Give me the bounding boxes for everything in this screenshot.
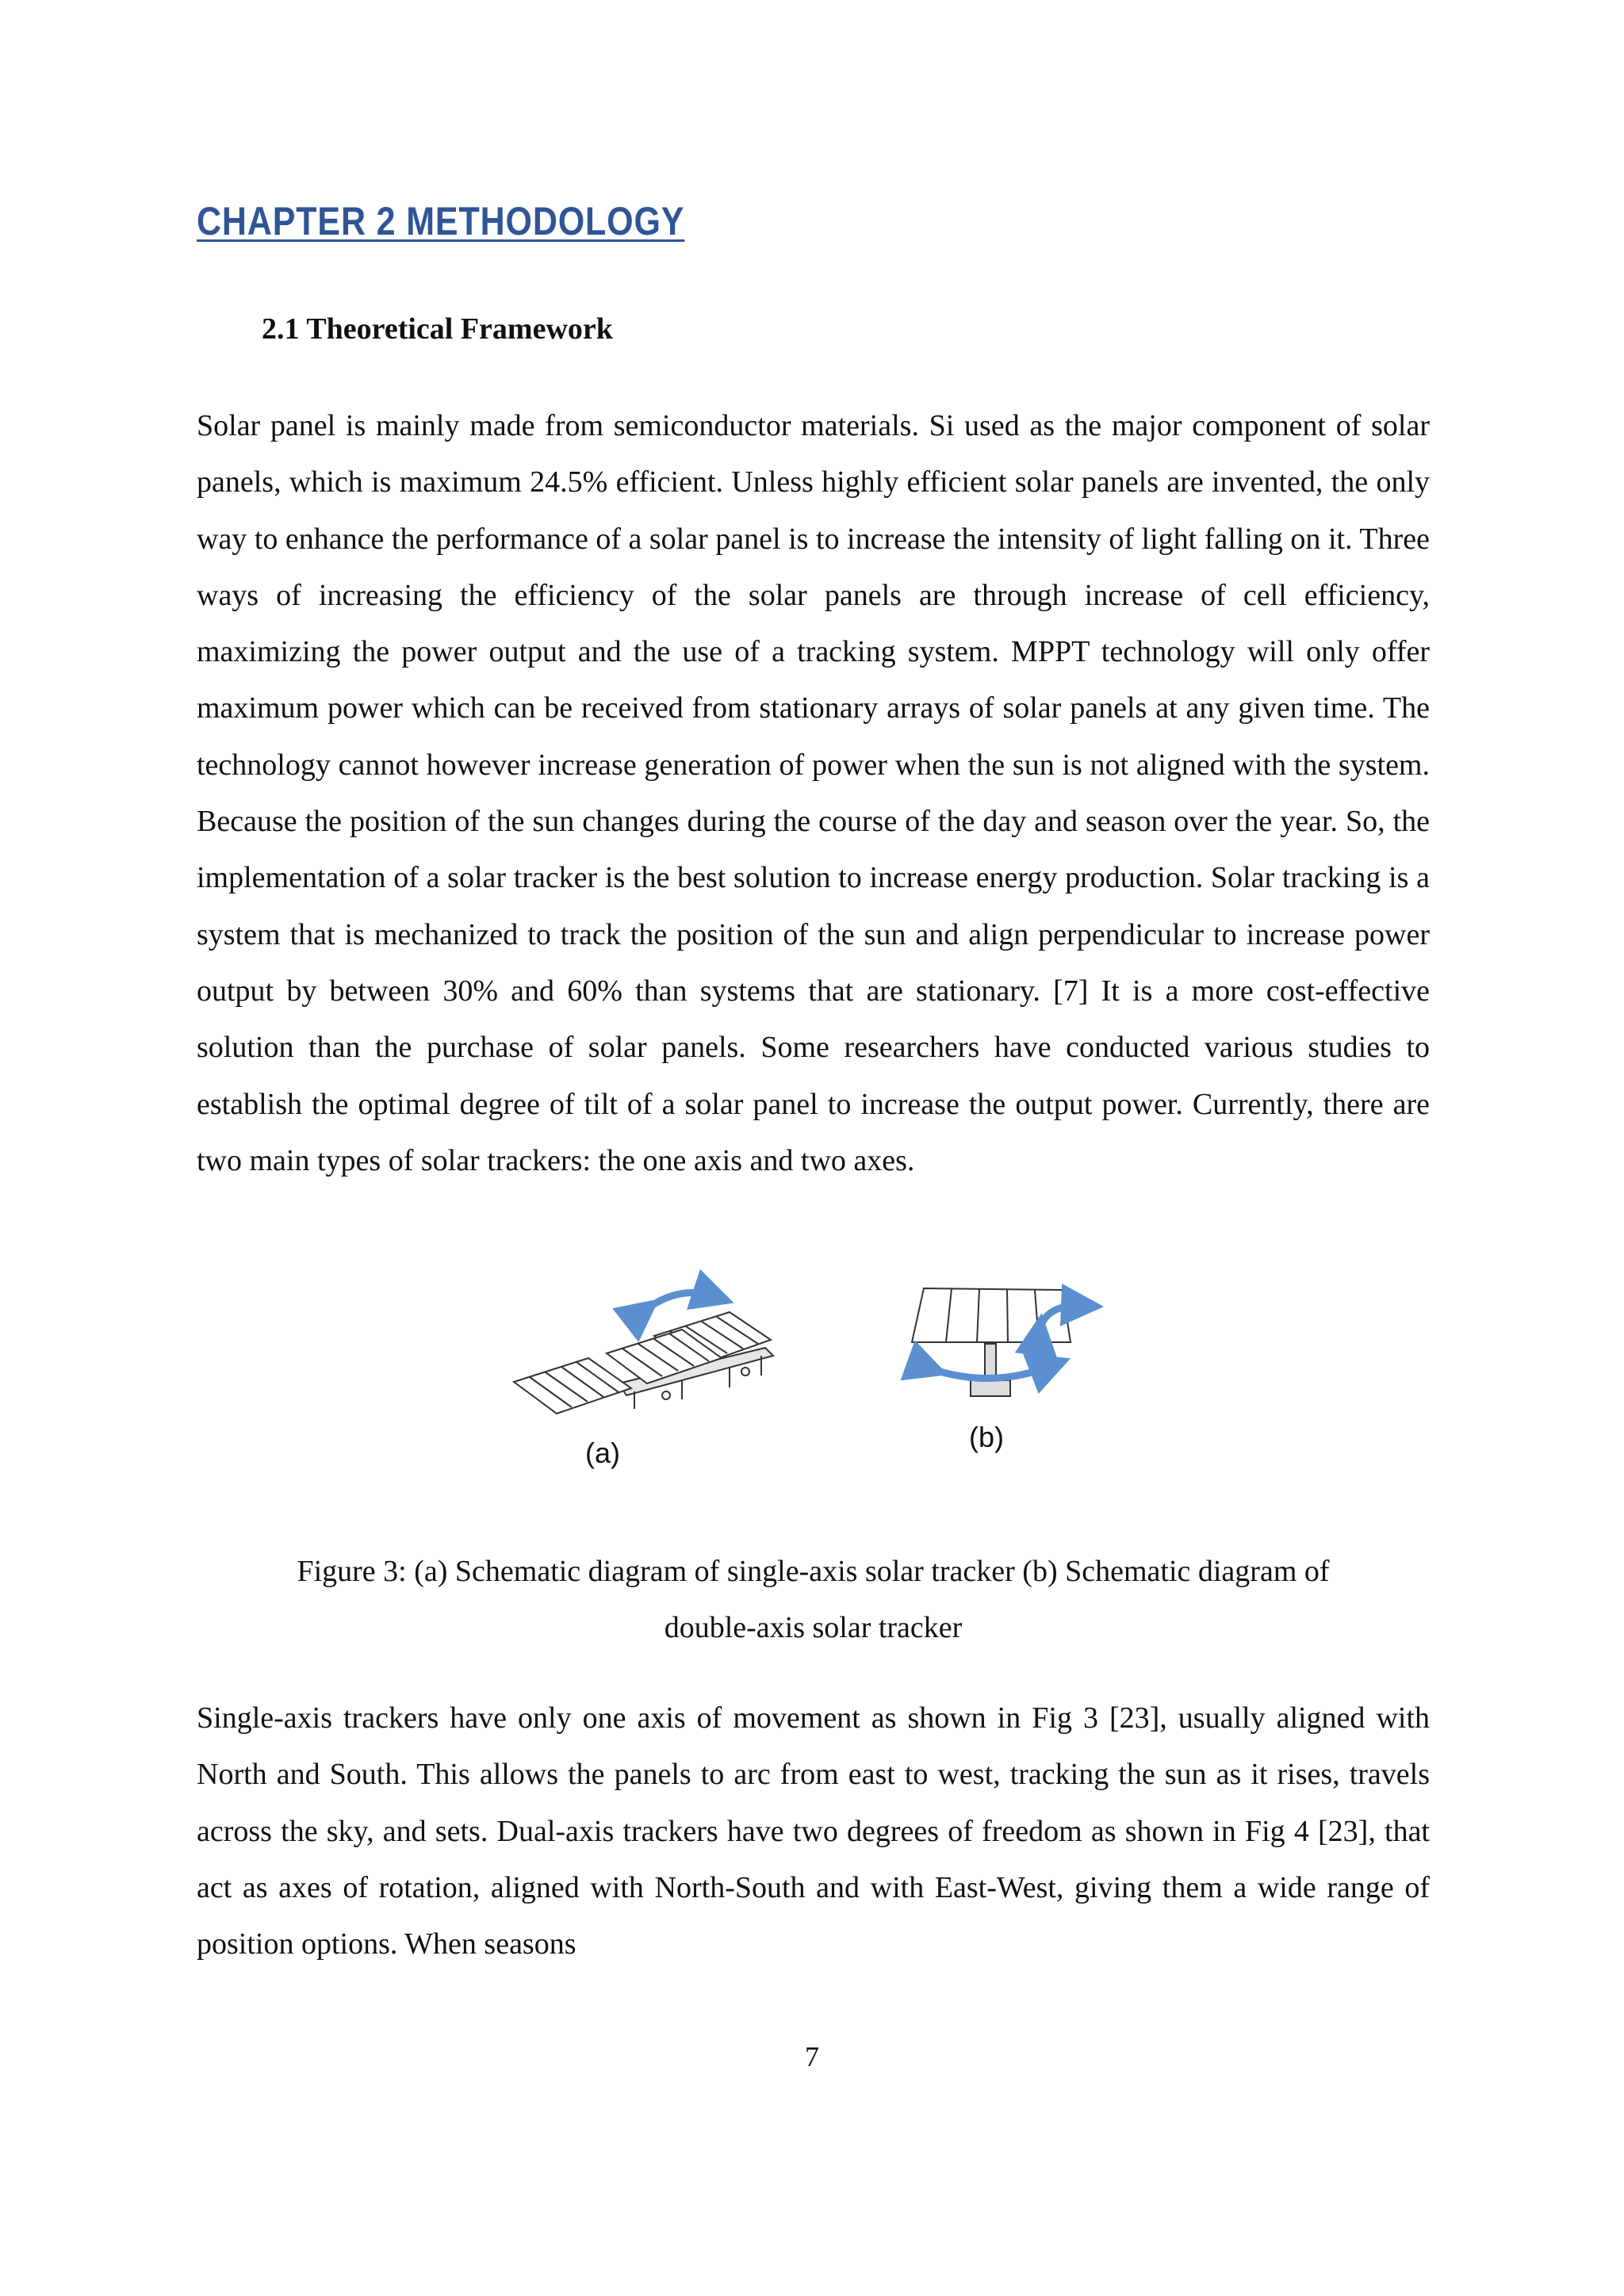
body-paragraph-1: Solar panel is mainly made from semiconductor materials. Si used as the major component of solar panels, which is maximum 24.5% efficient. Unless highly efficient solar panels are invented, the only way to enhance the performance of a solar panel is to increase the intensity of light falling on it. Three ways of increasing the efficiency of the solar panels are through increase of cell efficiency, maximizing the power output and the use of a tracking system. MPPT technology will only offer maximum power which can be received from stationary arrays of solar panels at any given time. The technology cannot however increase generation of power when the sun is not aligned with the system. Because the position of the sun changes during the course of the day and season over the year. So, the implementation of a solar tracker is the best solution to increase energy production. Solar tracking is a system that is mechanized to track the position of the sun and align perpendicular to increase power output by between 30% and 60% than systems that are stationary. [7] It is a more cost-effective solution than the purchase of solar panels. Some researchers have conducted various studies to establish the optimal degree of tilt of a solar panel to increase the output power. Currently, there are two main types of solar trackers: the one axis and two axes. <box>197 409 1430 1177</box>
figure-caption-line-1: Figure 3: (a) Schematic diagram of single-axis solar tracker (b) Schematic diagram of <box>297 1555 1330 1588</box>
body-paragraph-2: Single-axis trackers have only one axis of movement as shown in Fig 3 [23], usually aligned with North and South. This allows the panels to arc from east to west, tracking the sun as it rises, travels across the sky, and sets. Dual-axis trackers have two degrees of freedom as shown in Fig 4 [23], that act as axes of rotation, aligned with North-South and with East-West, giving them a wide range of position options. When seasons <box>197 1701 1430 1961</box>
figure-caption-line-2: double-axis solar tracker <box>664 1611 963 1644</box>
chapter-title: CHAPTER 2 METHODOLOGY <box>197 199 685 243</box>
page-number: 7 <box>805 2041 819 2072</box>
figure-caption <box>197 1544 1430 1656</box>
rotation-arrow-icon <box>642 1293 714 1313</box>
figure-label-b: (b) <box>969 1421 1004 1453</box>
figure-label-a: (a) <box>585 1437 620 1469</box>
section-heading: 2.1 Theoretical Framework <box>262 312 613 346</box>
single-axis-tracker-icon <box>514 1312 773 1414</box>
